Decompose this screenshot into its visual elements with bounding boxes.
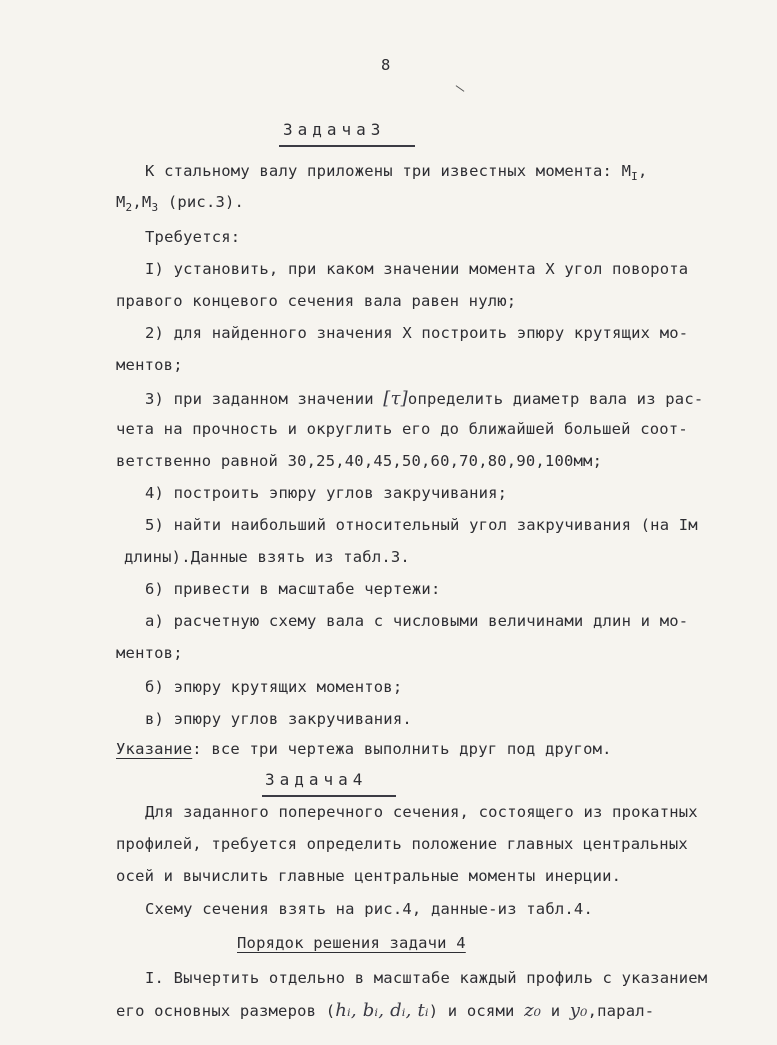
item2-line1: 2) для найденного значения X построить эпюру крутящих мо- (145, 324, 689, 342)
item2-line2: ментов; (116, 356, 183, 374)
item1-line2: правого концевого сечения вала равен нулю; (116, 292, 517, 310)
item5-line2: длины).Данные взять из табл.3. (124, 548, 410, 566)
note-label: Указание (116, 740, 193, 758)
task4-title: Задача4 (265, 770, 368, 789)
item3-line2: чета на прочность и округлить его до ближайшей большей соот- (116, 420, 688, 438)
item5-line1: 5) найти наибольший относительный угол закручивания (на Iм (145, 516, 698, 534)
item3-line3: ветственно равной 30,25,40,45,50,60,70,80,90,100мм; (116, 452, 603, 470)
allowable-stress-symbol: [τ] (383, 388, 408, 409)
step1-text: его основных размеров ( (116, 1002, 336, 1020)
step1-text-mid: ) и осями (428, 1002, 525, 1020)
step1-line2 (116, 1000, 654, 1021)
axis-y0-symbol: y₀ (569, 1000, 588, 1021)
item6: 6) привести в масштабе чертежи: (145, 580, 441, 598)
task3-line1-tail: , (637, 162, 648, 180)
task3-line2 (116, 193, 245, 214)
m1-subscript: I (631, 170, 638, 183)
task3-line1 (145, 162, 648, 183)
required-label: Требуется: (145, 228, 241, 246)
item3-line1 (145, 388, 703, 409)
task4-title-underline (262, 795, 396, 797)
item4: 4) построить эпюру углов закручивания; (145, 484, 508, 502)
step1-and: и (541, 1002, 570, 1020)
item6a-line1: а) расчетную схему вала с числовыми величинами длин и мо- (145, 612, 689, 630)
dimension-symbols: hᵢ, bᵢ, dᵢ, tᵢ (335, 1000, 429, 1021)
task3-line1-text: К стальному валу приложены три известных момента: M (145, 162, 632, 180)
m2-label: M (116, 193, 126, 211)
m3-subscript: 3 (151, 201, 159, 214)
item6a-line2: ментов; (116, 644, 183, 662)
axis-z0-symbol: z₀ (524, 1000, 542, 1021)
item6b: б) эпюру крутящих моментов; (145, 678, 403, 696)
item3-text: 3) при заданном значении (145, 390, 384, 408)
m2-subscript: 2 (125, 201, 133, 214)
task3-title: Задача3 (283, 120, 386, 139)
task4-p1-line3: осей и вычислить главные центральные моменты инерции. (116, 867, 622, 885)
item1-line1: I) установить, при каком значении момента X угол поворота (145, 260, 689, 278)
step1-text-tail: ,парал- (587, 1002, 655, 1020)
task4-p1-line1: Для заданного поперечного сечения, состоящего из прокатных (145, 803, 698, 821)
task3-title-underline (279, 145, 415, 147)
item3-text-tail: определить диаметр вала из рас- (407, 390, 704, 408)
note-text: : все три чертежа выполнить друг под другом. (192, 740, 612, 758)
step1-line1: I. Вычертить отдельно в масштабе каждый профиль с указанием (145, 969, 708, 987)
task4-p1-line2: профилей, требуется определить положение главных центральных (116, 835, 688, 853)
task4-p2: Схему сечения взять на рис.4, данные-из табл.4. (145, 900, 593, 918)
pen-mark (456, 85, 465, 92)
m3-label: ,M (132, 193, 152, 211)
item6c: в) эпюру углов закручивания. (145, 710, 412, 728)
page-number: 8 (381, 56, 391, 74)
figure-ref: (рис.3). (158, 193, 245, 211)
note (116, 740, 612, 758)
solution-order-title: Порядок решения задачи 4 (237, 934, 466, 952)
